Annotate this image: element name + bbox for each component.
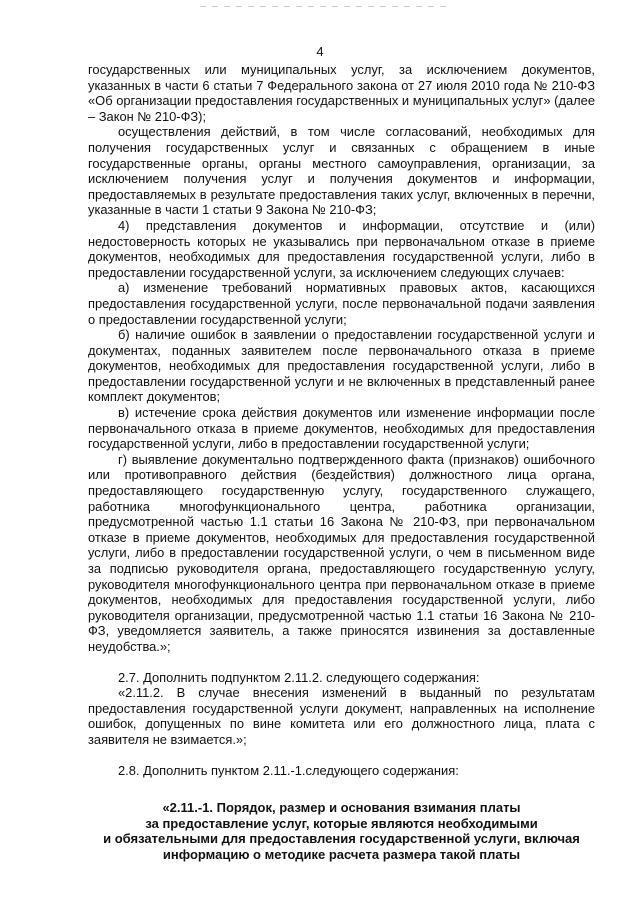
scan-artifact-line — [200, 6, 450, 7]
paragraph-2-8: 2.8. Дополнить пунктом 2.11.-1.следующего содержания: — [118, 762, 459, 778]
paragraph-continuation: государственных или муниципальных услуг, за исключением документов, указанных в части 6 статьи 7 Федерального закона от 27 июля 2010 года № 210-ФЗ «Об организации предоставления государственных и муниципальных услуг» (далее – Закон № 210-ФЗ); — [88, 62, 595, 124]
document-body — [88, 62, 595, 863]
paragraph-subitem-b: б) наличие ошибок в заявлении о предоставлении государственной услуги и документах, поданных заявителем после первоначального отказа в приеме документов, необходимых для предоставления государственной услуги, либо в предоставлении государственной услуги и не включенных в представленный ранее комплект документов; — [88, 327, 595, 405]
paragraph-item-4: 4) представления документов и информации, отсутствие и (или) недостоверность которых не указывались при первоначальном отказе в приеме документов, необходимых для предоставления государственной услуги, либо в предоставлении государственной услуги, за исключением следующих случаев: — [88, 217, 595, 280]
paragraph-item-3: осуществления действий, в том числе согласований, необходимых для получения государственных услуг и связанных с обращением в иные государственные органы, органы местного самоуправления, организации, за исключением получения услуг и получения документов и информации, предоставляемых в результате предоставления таких услуг, включенных в перечни, указанные в части 1 статьи 9 Закона № 210-ФЗ; — [88, 124, 595, 218]
paragraph-2-7: 2.7. Дополнить подпунктом 2.11.2. следующего содержания: — [118, 669, 480, 685]
paragraph-subitem-v: в) истечение срока действия документов или изменение информации после первоначального отказа в приеме документов, необходимых для предоставления государственной услуги, либо в предоставлении государственной услуги; — [88, 405, 595, 452]
heading-line: информацию о методике расчета размера такой платы — [162, 846, 521, 862]
section-heading-2-11-1 — [88, 800, 595, 862]
heading-line: за предоставление услуг, которые являются необходимыми — [145, 815, 538, 831]
paragraph-subitem-g: г) выявление документально подтвержденного факта (признаков) ошибочного или противоправного действия (бездействия) должностного лица органа, предоставляющего государственную услугу, государственного служащего, работника многофункционального центра, работника организации, предусмотренной частью 1.1 статьи 16 Закона № 210-ФЗ, при первоначальном отказе в приеме документов, необходимых для предоставления государственной услуги, либо в предоставлении государственной услуги, о чем в письменном виде за подписью руководителя органа, предоставляющего государственную услугу, руководителя многофункционального центра при первоначальном отказе в приеме документов, необходимых для предоставления государственной услуги, либо руководителя организации, предусмотренной частью 1.1 статьи 16 Закона № 210-ФЗ, уведомляется заявитель, а также приносятся извинения за доставленные неудобства.»; — [88, 451, 595, 654]
paragraph-2-11-2: «2.11.2. В случае внесения изменений в выданный по результатам предоставления государственной услуги документ, направленных на исполнение ошибок, допущенных по вине комитета или его должностного лица, плата с заявителя не взимается.»; — [88, 685, 595, 747]
paragraph-subitem-a: а) изменение требований нормативных правовых актов, касающихся предоставления государственной услуги, после первоначальной подачи заявления о предоставлении государственной услуги; — [88, 280, 595, 327]
heading-line: и обязательными для предоставления государственной услуги, включая — [103, 831, 580, 847]
heading-line: «2.11.-1. Порядок, размер и основания взимания платы — [162, 800, 521, 816]
page-number: 4 — [316, 44, 324, 59]
